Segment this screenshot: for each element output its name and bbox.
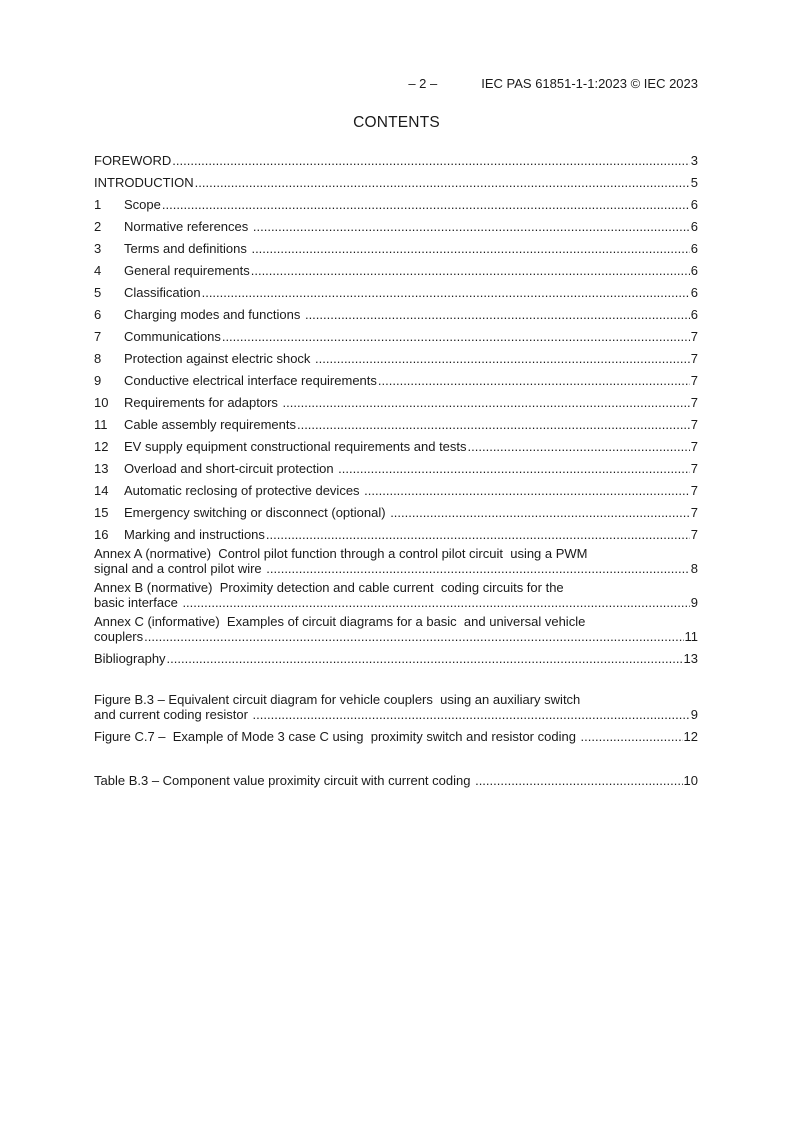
dot-leader xyxy=(144,629,683,644)
dot-leader xyxy=(266,527,690,542)
toc-entry-label: FOREWORD xyxy=(94,153,172,168)
toc-entry-label: Scope xyxy=(124,197,161,212)
toc-entry-number: 4 xyxy=(94,263,102,278)
toc-entry-page: 7 xyxy=(690,395,698,410)
toc-entry-label-line1: Annex B (normative) Proximity detection and cable current coding circuits for the xyxy=(94,580,564,595)
dot-leader xyxy=(195,175,690,190)
toc-entry-number: 3 xyxy=(94,241,102,256)
toc-entry-page: 3 xyxy=(690,153,698,168)
dot-leader xyxy=(475,773,682,788)
dot-leader xyxy=(251,241,689,256)
toc-entry-page: 9 xyxy=(690,595,698,610)
toc-entry-label-line2: couplers xyxy=(94,629,144,644)
toc-entry-label-line2: signal and a control pilot wire xyxy=(94,561,266,576)
toc-entry-number: 6 xyxy=(94,307,102,322)
toc-entry-label: Terms and definitions xyxy=(124,241,251,256)
toc-entry-page: 9 xyxy=(690,707,698,722)
dot-leader xyxy=(266,561,690,576)
toc-entry-number: 14 xyxy=(94,483,109,498)
dot-leader xyxy=(253,219,690,234)
toc-entry-page: 7 xyxy=(690,373,698,388)
toc-entry-number: 10 xyxy=(94,395,109,410)
toc-entry-label: Communications xyxy=(124,329,221,344)
toc-entry-number: 12 xyxy=(94,439,109,454)
toc-entry-15[interactable] xyxy=(94,498,698,520)
dot-leader xyxy=(202,285,690,300)
dot-leader xyxy=(167,651,683,666)
dot-leader xyxy=(468,439,690,454)
dot-leader xyxy=(251,263,690,278)
toc-entry-label: INTRODUCTION xyxy=(94,175,194,190)
toc-entry-label-line1: Figure B.3 – Equivalent circuit diagram for vehicle couplers using an auxiliary switch xyxy=(94,692,581,707)
toc-entry-label: Classification xyxy=(124,285,201,300)
dot-leader xyxy=(162,197,690,212)
toc-entry-bibliography[interactable] xyxy=(94,644,698,666)
toc-entry-page: 12 xyxy=(683,729,698,744)
page-number: – 2 – xyxy=(408,76,438,91)
toc-entry-number: 16 xyxy=(94,527,109,542)
toc-entry-label-line1: Annex C (informative) Examples of circuit diagrams for a basic and universal vehicle xyxy=(94,614,586,629)
toc-entry-page: 6 xyxy=(690,307,698,322)
toc-entry-9[interactable] xyxy=(94,366,698,388)
toc-entry-page: 6 xyxy=(690,197,698,212)
table-of-contents xyxy=(94,146,698,788)
toc-entry-2[interactable] xyxy=(94,212,698,234)
toc-entry-11[interactable] xyxy=(94,410,698,432)
dot-leader xyxy=(315,351,690,366)
toc-entry-page: 6 xyxy=(690,285,698,300)
toc-entry-page: 6 xyxy=(690,219,698,234)
toc-entry-number: 13 xyxy=(94,461,109,476)
page-header xyxy=(94,76,698,91)
toc-entry-page: 6 xyxy=(690,263,698,278)
toc-entry-label: Charging modes and functions xyxy=(124,307,304,322)
dot-leader xyxy=(297,417,690,432)
toc-entry-label: Protection against electric shock xyxy=(124,351,315,366)
toc-entry-page: 7 xyxy=(690,505,698,520)
toc-entry-label: Figure C.7 – Example of Mode 3 case C using proximity switch and resistor coding xyxy=(94,729,580,744)
toc-entry-page: 11 xyxy=(684,629,698,644)
dot-leader xyxy=(581,729,683,744)
toc-entry-label: Cable assembly requirements xyxy=(124,417,296,432)
toc-entry-label: Bibliography xyxy=(94,651,166,666)
dot-leader xyxy=(305,307,690,322)
toc-entry-page: 7 xyxy=(690,417,698,432)
toc-entry-10[interactable] xyxy=(94,388,698,410)
toc-entry-4[interactable] xyxy=(94,256,698,278)
toc-entry-label: Automatic reclosing of protective devices xyxy=(124,483,364,498)
toc-entry-annex-a[interactable] xyxy=(94,546,698,576)
dot-leader xyxy=(253,707,690,722)
toc-entry-13[interactable] xyxy=(94,454,698,476)
dot-leader xyxy=(378,373,690,388)
toc-entry-label-line2: and current coding resistor xyxy=(94,707,252,722)
toc-entry-page: 7 xyxy=(690,439,698,454)
toc-entry-16[interactable] xyxy=(94,520,698,542)
toc-entry-number: 7 xyxy=(94,329,102,344)
toc-entry-number: 15 xyxy=(94,505,109,520)
toc-entry-label: Marking and instructions xyxy=(124,527,265,542)
toc-entry-page: 13 xyxy=(683,651,698,666)
toc-entry-12[interactable] xyxy=(94,432,698,454)
dot-leader xyxy=(338,461,690,476)
dot-leader xyxy=(364,483,690,498)
dot-leader xyxy=(182,595,689,610)
toc-entry-14[interactable] xyxy=(94,476,698,498)
toc-entry-number: 11 xyxy=(94,417,108,432)
section-spacer xyxy=(94,666,698,688)
toc-entry-number: 2 xyxy=(94,219,102,234)
toc-entry-page: 7 xyxy=(690,483,698,498)
toc-entry-1[interactable] xyxy=(94,190,698,212)
toc-entry-page: 7 xyxy=(690,527,698,542)
toc-entry-6[interactable] xyxy=(94,300,698,322)
toc-entry-page: 7 xyxy=(690,329,698,344)
toc-entry-number: 5 xyxy=(94,285,102,300)
toc-entry-introduction[interactable] xyxy=(94,168,698,190)
dot-leader xyxy=(172,153,689,168)
dot-leader xyxy=(222,329,690,344)
toc-entry-label-line1: Annex A (normative) Control pilot function through a control pilot circuit using a PWM xyxy=(94,546,588,561)
toc-entry-number: 1 xyxy=(94,197,102,212)
toc-entry-3[interactable] xyxy=(94,234,698,256)
toc-entry-label: Table B.3 – Component value proximity circuit with current coding xyxy=(94,773,475,788)
toc-entry-annex-c[interactable] xyxy=(94,614,698,644)
toc-entry-8[interactable] xyxy=(94,344,698,366)
toc-entry-page: 8 xyxy=(690,561,698,576)
document-reference: IEC PAS 61851-1-1:2023 © IEC 2023 xyxy=(481,76,698,91)
dot-leader xyxy=(283,395,690,410)
section-spacer xyxy=(94,744,698,766)
toc-entry-page: 6 xyxy=(690,241,698,256)
toc-entry-page: 7 xyxy=(690,351,698,366)
toc-entry-annex-b[interactable] xyxy=(94,580,698,610)
toc-entry-7[interactable] xyxy=(94,322,698,344)
toc-entry-figure-c7[interactable] xyxy=(94,722,698,744)
toc-entry-table-b3[interactable] xyxy=(94,766,698,788)
toc-entry-label-line2: basic interface xyxy=(94,595,182,610)
dot-leader xyxy=(390,505,690,520)
toc-entry-label: Requirements for adaptors xyxy=(124,395,282,410)
toc-entry-number: 9 xyxy=(94,373,102,388)
toc-entry-label: Normative references xyxy=(124,219,252,234)
toc-entry-label: General requirements xyxy=(124,263,250,278)
toc-entry-label: EV supply equipment constructional requirements and tests xyxy=(124,439,467,454)
toc-entry-foreword[interactable] xyxy=(94,146,698,168)
contents-title: CONTENTS xyxy=(353,114,440,131)
toc-entry-label: Emergency switching or disconnect (optional) xyxy=(124,505,390,520)
toc-entry-page: 5 xyxy=(690,175,698,190)
toc-entry-figure-b3[interactable] xyxy=(94,692,698,722)
toc-entry-label: Conductive electrical interface requirements xyxy=(124,373,377,388)
toc-entry-page: 7 xyxy=(690,461,698,476)
toc-entry-5[interactable] xyxy=(94,278,698,300)
toc-entry-label: Overload and short-circuit protection xyxy=(124,461,338,476)
toc-entry-page: 10 xyxy=(683,773,698,788)
toc-entry-number: 8 xyxy=(94,351,102,366)
